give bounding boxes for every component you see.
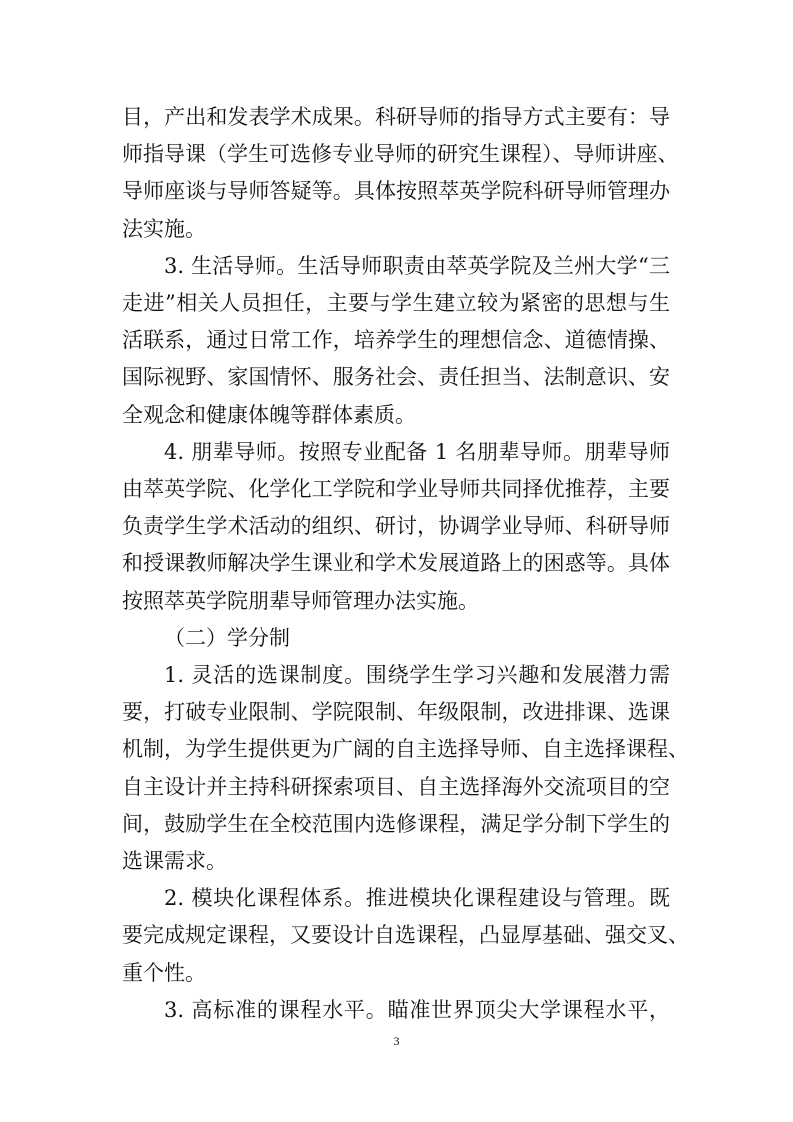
body-text-line: 按照萃英学院朋辈导师管理办法实施。 — [122, 589, 479, 613]
body-text-line: 师指导课（学生可选修专业导师的研究生课程）、导师讲座、 — [122, 142, 679, 166]
body-text-line: 选课需求。 — [122, 849, 227, 873]
body-text-line: 法实施。 — [122, 217, 206, 241]
body-text-line: 间，鼓励学生在全校范围内选修课程，满足学分制下学生的 — [122, 812, 670, 836]
section-heading: （二）学分制 — [164, 626, 290, 650]
body-text-line: 走进”相关人员担任，主要与学生建立较为紧密的思想与生 — [122, 291, 670, 315]
body-text-line: 要，打破专业限制、学院限制、年级限制，改进排课、选课 — [122, 700, 670, 724]
body-text-line: 和授课教师解决学生课业和学术发展道路上的困惑等。具体 — [122, 551, 670, 575]
body-text-line: 机制，为学生提供更为广阔的自主选择导师、自主选择课程、 — [122, 737, 689, 761]
body-text-line: 自主设计并主持科研探索项目、自主选择海外交流项目的空 — [122, 775, 670, 799]
paragraph-first-line: 3. 高标准的课程水平。瞄准世界顶尖大学课程水平， — [164, 998, 670, 1022]
body-text-line: 全观念和健康体魄等群体素质。 — [122, 403, 416, 427]
page-number: 3 — [393, 1034, 400, 1048]
body-text-line: 活联系，通过日常工作，培养学生的理想信念、道德情操、 — [122, 328, 670, 352]
paragraph-first-line: 2. 模块化课程体系。推进模块化课程建设与管理。既 — [164, 886, 670, 910]
paragraph-first-line: 1. 灵活的选课制度。围绕学生学习兴趣和发展潜力需 — [164, 663, 670, 687]
paragraph-first-line: 3. 生活导师。生活导师职责由萃英学院及兰州大学“三 — [164, 254, 670, 278]
body-text-line: 由萃英学院、化学化工学院和学业导师共同择优推荐，主要 — [122, 477, 670, 501]
body-text-line: 负责学生学术活动的组织、研讨，协调学业导师、科研导师 — [122, 514, 670, 538]
body-text-line: 国际视野、家国情怀、服务社会、责任担当、法制意识、安 — [122, 365, 670, 389]
paragraph-first-line: 4. 朋辈导师。按照专业配备 1 名朋辈导师。朋辈导师 — [164, 440, 670, 464]
body-text-line: 要完成规定课程，又要设计自选课程，凸显厚基础、强交叉、 — [122, 923, 689, 947]
body-text-line: 导师座谈与导师答疑等。具体按照萃英学院科研导师管理办 — [122, 179, 670, 203]
body-text-line: 重个性。 — [122, 961, 206, 985]
body-text-line: 目，产出和发表学术成果。科研导师的指导方式主要有：导 — [122, 105, 670, 129]
